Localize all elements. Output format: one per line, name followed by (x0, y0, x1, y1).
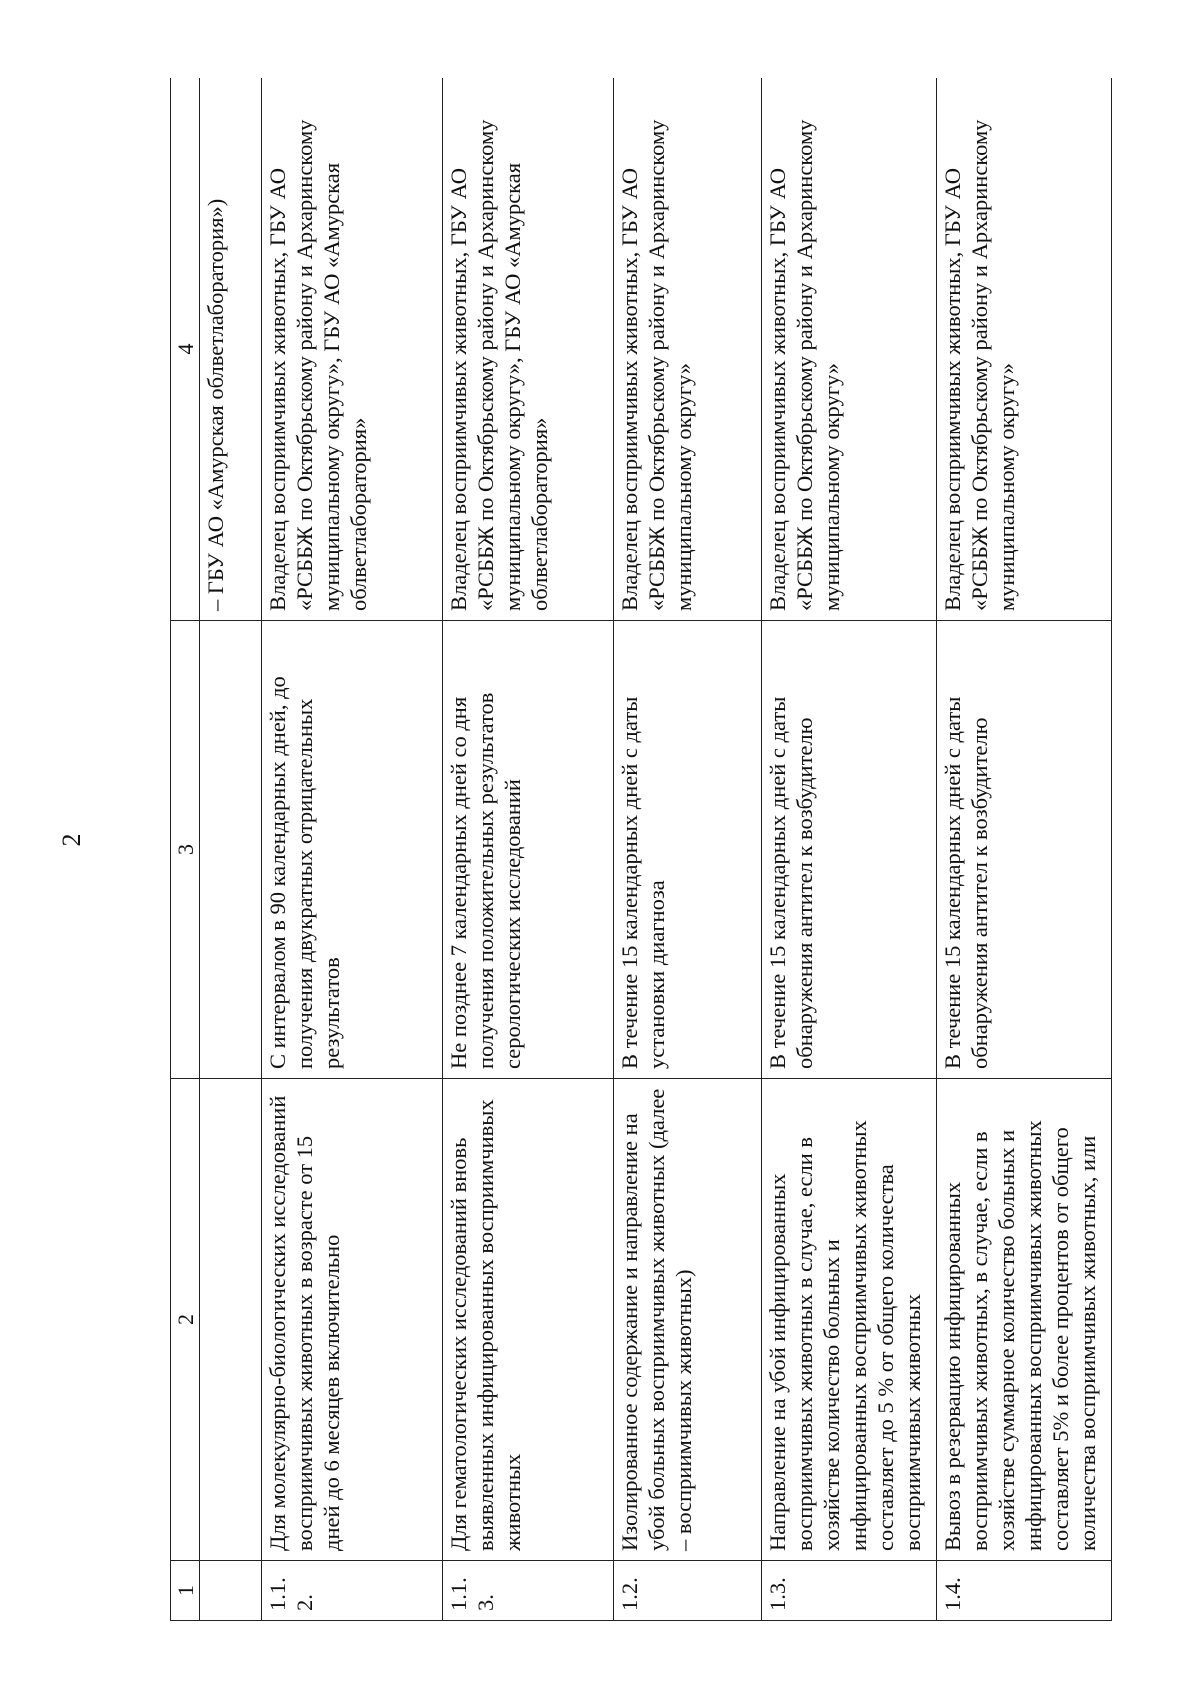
measure-cell: Для гематологических исследований вновь выявленных инфицированных восприимчивых животных (442, 1079, 613, 1561)
header-cell-3: 3 (171, 621, 200, 1079)
responsible-cell: Владелец восприимчивых животных, ГБУ АО «РСББЖ по Октябрьскому району и Архаринскому муниципальному округу» (761, 78, 936, 621)
measure-cell: Изолированное содержание и направление на убой больных восприимчивых животных (далее – восприимчивых животных) (613, 1079, 761, 1561)
measure-cell: Вывоз в резервацию инфицированных восприимчивых животных, в случае, если в хозяйстве суммарное количество больных и инфицированных восприимчивых животных составляет 5% и более процентов от общего количества восприимчивых животных, или (936, 1079, 1111, 1561)
header-cell-2: 2 (171, 1079, 200, 1561)
table-row (613, 78, 761, 1621)
header-row (171, 78, 200, 1621)
responsible-cell: Владелец восприимчивых животных, ГБУ АО «РСББЖ по Октябрьскому району и Архаринскому муниципальному округу» (936, 78, 1111, 621)
term-cell (200, 621, 262, 1079)
responsible-cell: – ГБУ АО «Амурская облветлаборатория») (200, 78, 262, 621)
table-row (262, 78, 442, 1621)
measure-cell (200, 1079, 262, 1561)
continuation-row (200, 78, 262, 1621)
term-cell: В течение 15 календарных дней с даты обнаружения антител к возбудителю (761, 621, 936, 1079)
table-row (442, 78, 613, 1621)
rotated-table-container (170, 78, 1112, 1621)
row-number: 1.3. (761, 1561, 936, 1621)
term-cell: С интервалом в 90 календарных дней, до получения двукратных отрицательных результатов (262, 621, 442, 1079)
term-cell: Не позднее 7 календарных дней со дня получения положительных результатов серологических исследований (442, 621, 613, 1079)
page-number: 2 (57, 833, 86, 847)
header-cell-1: 1 (171, 1561, 200, 1621)
row-number: 1.2. (613, 1561, 761, 1621)
term-cell: В течение 15 календарных дней с даты установки диагноза (613, 621, 761, 1079)
row-number: 1.1.3. (442, 1561, 613, 1621)
row-number: 1.1.2. (262, 1561, 442, 1621)
header-cell-4: 4 (171, 78, 200, 621)
table-row (761, 78, 936, 1621)
responsible-cell: Владелец восприимчивых животных, ГБУ АО «РСББЖ по Октябрьскому району и Архаринскому муниципальному округу», ГБУ АО «Амурская облветлаборатория» (262, 78, 442, 621)
measures-table-area (170, 78, 1112, 1621)
row-number: 1.4. (936, 1561, 1111, 1621)
term-cell: В течение 15 календарных дней с даты обнаружения антител к возбудителю (936, 621, 1111, 1079)
table-row (936, 78, 1111, 1621)
measure-cell: Для молекулярно-биологических исследований восприимчивых животных в возрасте от 15 дней до 6 месяцев включительно (262, 1079, 442, 1561)
measure-cell: Направление на убой инфицированных восприимчивых животных в случае, если в хозяйстве количество больных и инфицированных восприимчивых животных составляет до 5 % от общего количества восприимчивых животных (761, 1079, 936, 1561)
measures-table (170, 78, 1112, 1621)
row-number (200, 1561, 262, 1621)
responsible-cell: Владелец восприимчивых животных, ГБУ АО «РСББЖ по Октябрьскому району и Архаринскому муниципальному округу», ГБУ АО «Амурская облветлаборатория» (442, 78, 613, 621)
responsible-cell: Владелец восприимчивых животных, ГБУ АО «РСББЖ по Октябрьскому району и Архаринскому муниципальному округу» (613, 78, 761, 621)
